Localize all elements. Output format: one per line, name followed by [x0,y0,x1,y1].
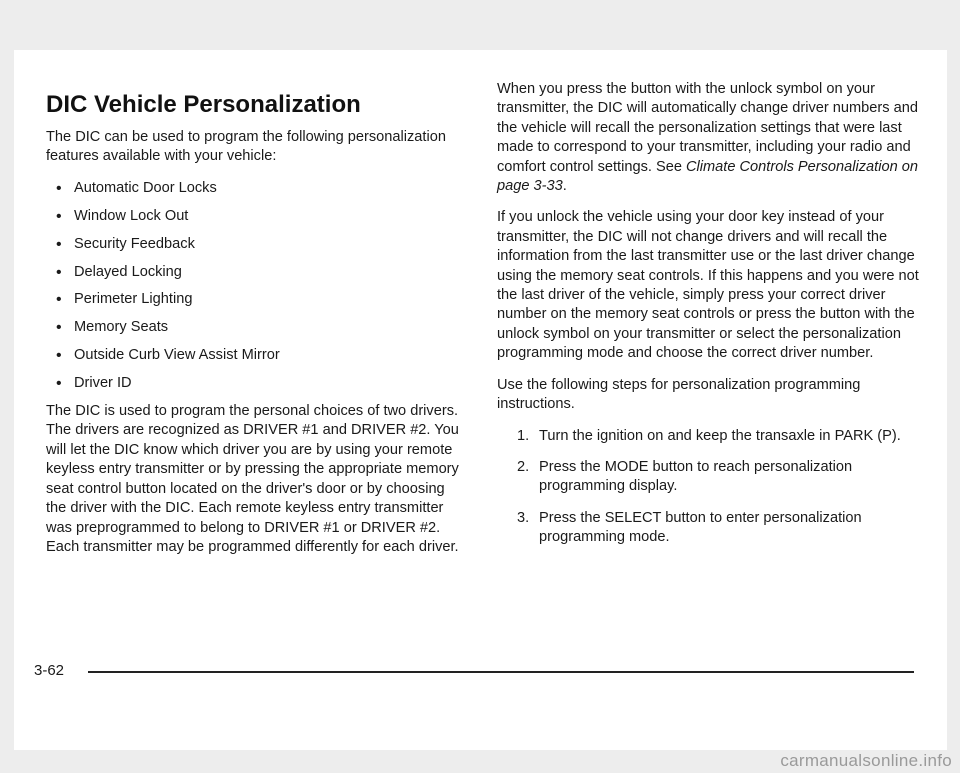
reference-period: . [562,178,567,195]
feature-item: • Perimeter Lighting [56,290,466,309]
intro-paragraph: The DIC can be used to program the following personalization features available with your vehicle: [46,129,446,165]
footer-rule [88,671,914,673]
step-item [517,509,922,548]
page-footer [34,662,914,686]
feature-item: • Memory Seats [56,318,466,337]
step-number: 3. [517,509,530,526]
feature-item: • Driver ID [56,374,466,393]
step-text: Press the SELECT button to enter personalization programming mode. [539,509,862,546]
step-text: Turn the ignition on and keep the transaxle in PARK (P). [539,427,901,444]
steps-list [497,427,922,548]
driver-paragraph: The DIC is used to program the personal choices of two drivers. The drivers are recognized as DRIVER #1 and DRIVER #2. You will let the DIC know which driver you are by using your remote keyless entry transmitter or by pressing the appropriate memory seat control button located on the driver's door or by choosing the driver with the DIC. Each remote keyless entry transmitter was preprogrammed to belong to DRIVER #1 or DRIVER #2. Each transmitter may be programmed differently for each driver. [46,403,459,555]
climate-controls-reference: Climate Controls Personalization on page 3-33 [497,158,918,195]
feature-item: • Window Lock Out [56,207,466,226]
transmitter-paragraph-text: When you press the button with the unlock symbol on your transmitter, the DIC will automatically change driver numbers and the vehicle will recall the personalization settings that were last made to correspond to your transmitter, including your radio and comfort control settings. See [497,81,918,175]
steps-intro: Use the following steps for personalization programming instructions. [497,376,861,413]
page-title: DIC Vehicle Personalization [46,91,361,118]
transmitter-paragraph [497,80,922,196]
step-number: 1. [517,427,530,444]
manual-page [14,50,947,750]
feature-list [46,179,466,394]
left-column [46,90,466,569]
step-number: 2. [517,458,530,475]
step-item [517,427,922,446]
feature-item: • Outside Curb View Assist Mirror [56,346,466,365]
feature-item: • Automatic Door Locks [56,179,466,198]
feature-item: • Delayed Locking [56,263,466,282]
watermark: carmanualsonline.info [780,751,952,770]
door-key-paragraph: If you unlock the vehicle using your door key instead of your transmitter, the DIC will not change drivers and will recall the information from the last transmitter use or the last driver change using the memory seat controls. If this happens and you were not the last driver of the vehicle, simply press your correct driver number on the memory seat controls or press the button with the unlock symbol on your transmitter or select the personalization programming mode and choose the correct driver number. [497,209,919,362]
page-number: 3-62 [34,662,65,679]
feature-item: • Security Feedback [56,235,466,254]
step-item [517,458,922,497]
right-column [497,80,922,560]
step-text: Press the MODE button to reach personalization programming display. [539,458,853,495]
